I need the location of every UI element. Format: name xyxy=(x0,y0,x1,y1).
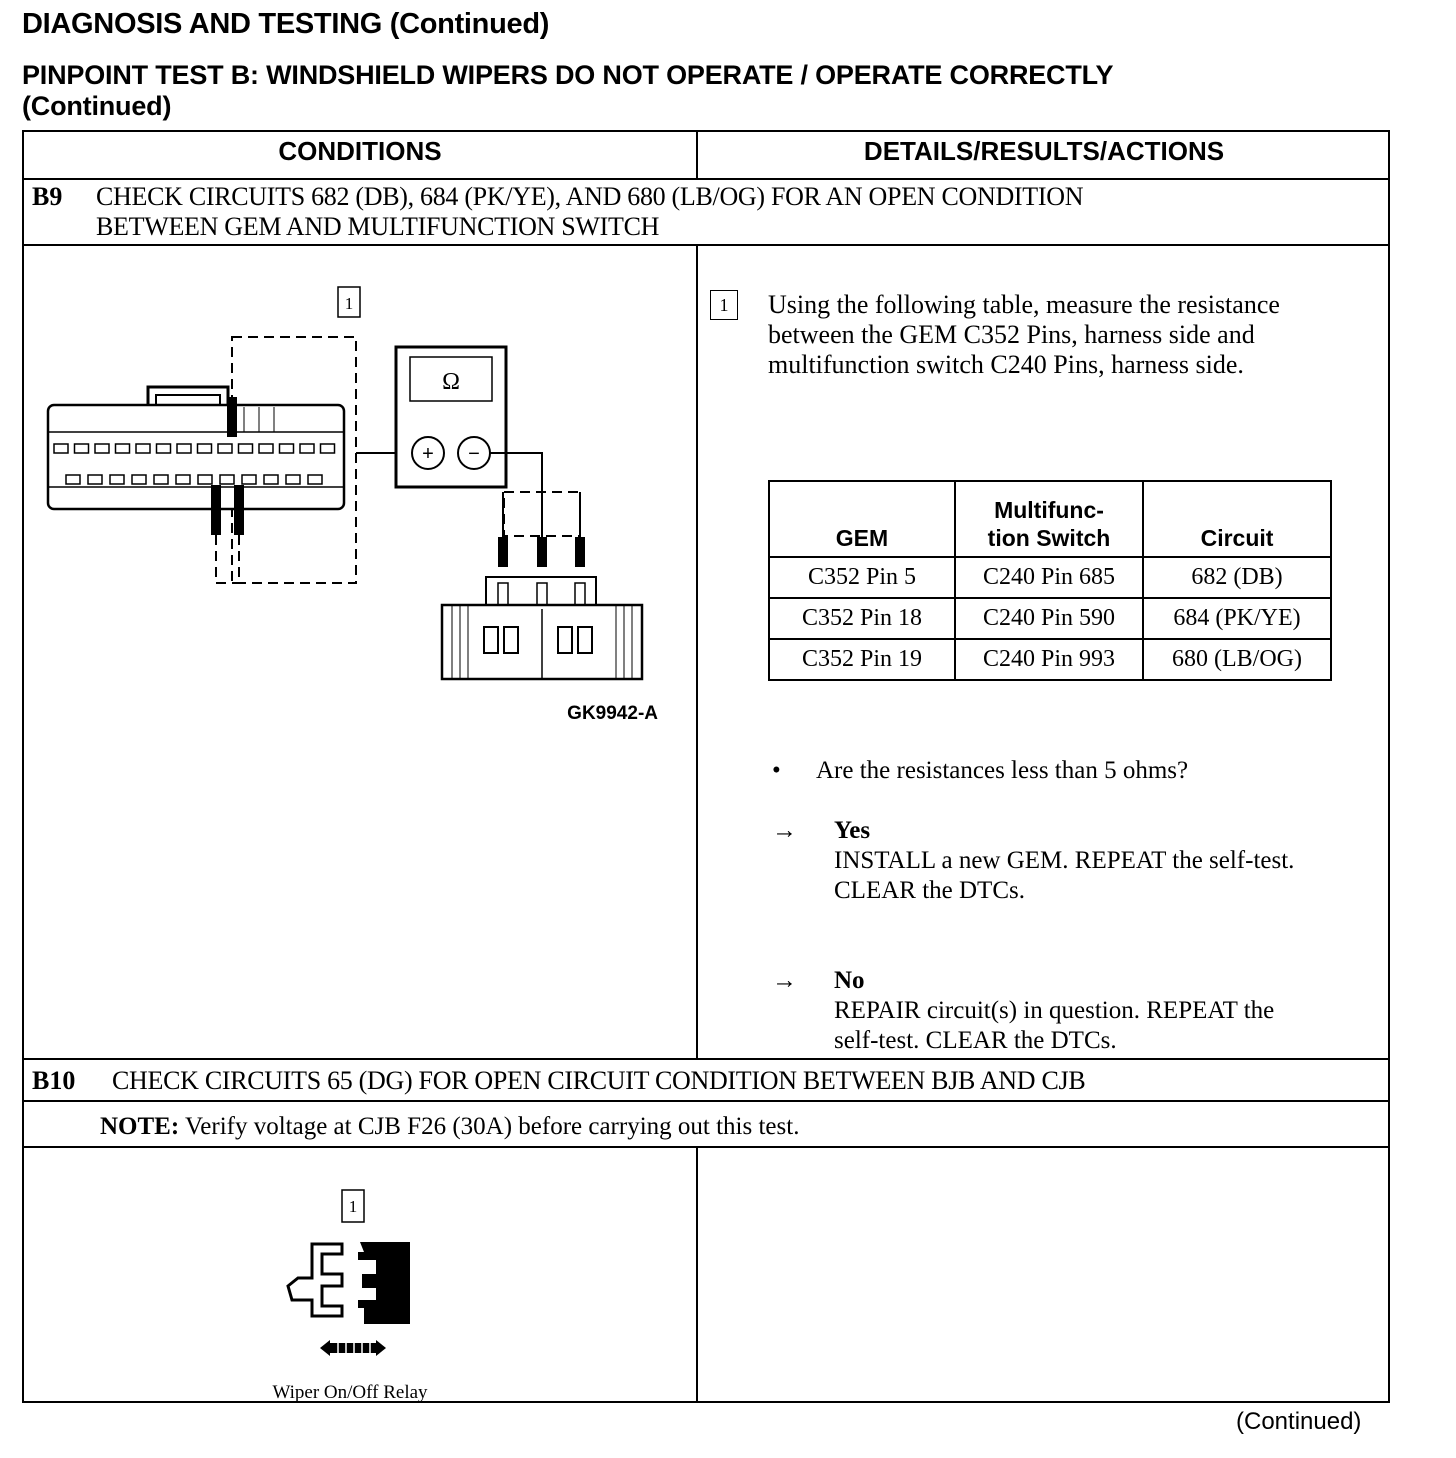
table-header-switch-line1: Multifunc- xyxy=(994,497,1104,523)
action-instruction-line3: multifunction switch C240 Pins, harness side. xyxy=(768,350,1244,379)
figure-caption: Wiper On/Off Relay xyxy=(272,1382,428,1403)
arrow-right-icon: → xyxy=(772,817,797,844)
table-cell: C352 Pin 19 xyxy=(769,639,955,680)
table-cell: 680 (LB/OG) xyxy=(1143,639,1331,680)
pinpoint-test-table xyxy=(22,130,1390,1403)
action-number-box: 1 xyxy=(710,290,738,320)
table-cell: 682 (DB) xyxy=(1143,557,1331,598)
pinpoint-test-title xyxy=(22,60,1113,122)
double-arrow-icon xyxy=(320,1340,386,1356)
step-b10-title: CHECK CIRCUITS 65 (DG) FOR OPEN CIRCUIT CONDITION BETWEEN BJB AND CJB xyxy=(112,1066,1086,1095)
table-header-switch-line2: tion Switch xyxy=(987,525,1111,551)
table-header-circuit: Circuit xyxy=(1143,481,1331,557)
table-cell: C352 Pin 5 xyxy=(769,557,955,598)
table-cell: C240 Pin 685 xyxy=(955,557,1143,598)
yes-action-line2: CLEAR the DTCs. xyxy=(834,877,1025,904)
yes-result xyxy=(834,816,1294,906)
question-text: Are the resistances less than 5 ohms? xyxy=(816,757,1189,784)
resistance-table xyxy=(768,480,1332,681)
no-action-line1: REPAIR circuit(s) in question. REPEAT the xyxy=(834,997,1275,1024)
table-cell: C240 Pin 590 xyxy=(955,598,1143,639)
note-label: NOTE: xyxy=(100,1113,180,1140)
table-header-switch xyxy=(955,481,1143,557)
bullet-icon: • xyxy=(772,757,781,784)
table-row xyxy=(769,557,1331,598)
multifunction-switch-connector xyxy=(442,577,642,679)
step-b9-title-line2: BETWEEN GEM AND MULTIFUNCTION SWITCH xyxy=(96,212,660,241)
table-row xyxy=(769,639,1331,680)
switch-probes xyxy=(498,492,585,567)
column-divider xyxy=(696,1146,698,1403)
callout-number: 1 xyxy=(344,294,354,313)
no-result xyxy=(834,966,1274,1056)
table-header-row xyxy=(769,481,1331,557)
details-header: DETAILS/RESULTS/ACTIONS xyxy=(863,136,1225,166)
row-divider xyxy=(24,1100,1388,1102)
table-cell: C352 Pin 18 xyxy=(769,598,955,639)
continued-footer: (Continued) xyxy=(1236,1408,1362,1435)
callout-number: 1 xyxy=(348,1197,358,1216)
column-divider xyxy=(696,244,698,1060)
conditions-header: CONDITIONS xyxy=(278,136,442,166)
page-title: DIAGNOSIS AND TESTING (Continued) xyxy=(22,8,550,40)
plus-terminal-icon: + xyxy=(422,443,434,465)
gem-connector xyxy=(48,387,344,509)
row-divider xyxy=(24,1146,1388,1148)
row-divider xyxy=(24,1058,1388,1060)
ohm-icon: Ω xyxy=(442,369,460,395)
arrow-right-icon: → xyxy=(772,967,797,994)
figure-id: GK9942-A xyxy=(567,703,658,724)
note-text: Verify voltage at CJB F26 (30A) before carrying out this test. xyxy=(179,1113,800,1140)
pinpoint-test-title-line1: PINPOINT TEST B: WINDSHIELD WIPERS DO NOT OPERATE / OPERATE CORRECTLY xyxy=(22,60,1114,90)
action-instruction-line2: between the GEM C352 Pins, harness side and xyxy=(768,320,1255,349)
table-cell: 684 (PK/YE) xyxy=(1143,598,1331,639)
row-divider xyxy=(24,178,1388,180)
relay-socket xyxy=(288,1244,342,1316)
pinpoint-test-title-line2: (Continued) xyxy=(22,91,172,121)
step-b9-id: B9 xyxy=(32,182,63,211)
table-header-gem: GEM xyxy=(769,481,955,557)
step-b10-id: B10 xyxy=(32,1066,76,1095)
no-label: No xyxy=(834,967,865,994)
yes-label: Yes xyxy=(834,817,871,844)
yes-action-line1: INSTALL a new GEM. REPEAT the self-test. xyxy=(834,847,1295,874)
step-b9-title-line1: CHECK CIRCUITS 682 (DB), 684 (PK/YE), AND 680 (LB/OG) FOR AN OPEN CONDITION xyxy=(96,182,1084,211)
step-b9-title xyxy=(96,182,1083,242)
wiper-relay-diagram xyxy=(264,1182,464,1412)
gem-multifunction-switch-diagram xyxy=(44,247,684,727)
table-row xyxy=(769,598,1331,639)
action-instruction-line1: Using the following table, measure the resistance xyxy=(768,290,1280,319)
minus-terminal-icon: − xyxy=(468,443,480,465)
ohmmeter xyxy=(396,347,506,487)
action-instruction xyxy=(768,290,1280,380)
step-b10-note xyxy=(100,1112,799,1142)
relay-body xyxy=(358,1242,410,1324)
row-divider xyxy=(24,244,1388,246)
no-action-line2: self-test. CLEAR the DTCs. xyxy=(834,1027,1117,1054)
table-cell: C240 Pin 993 xyxy=(955,639,1143,680)
